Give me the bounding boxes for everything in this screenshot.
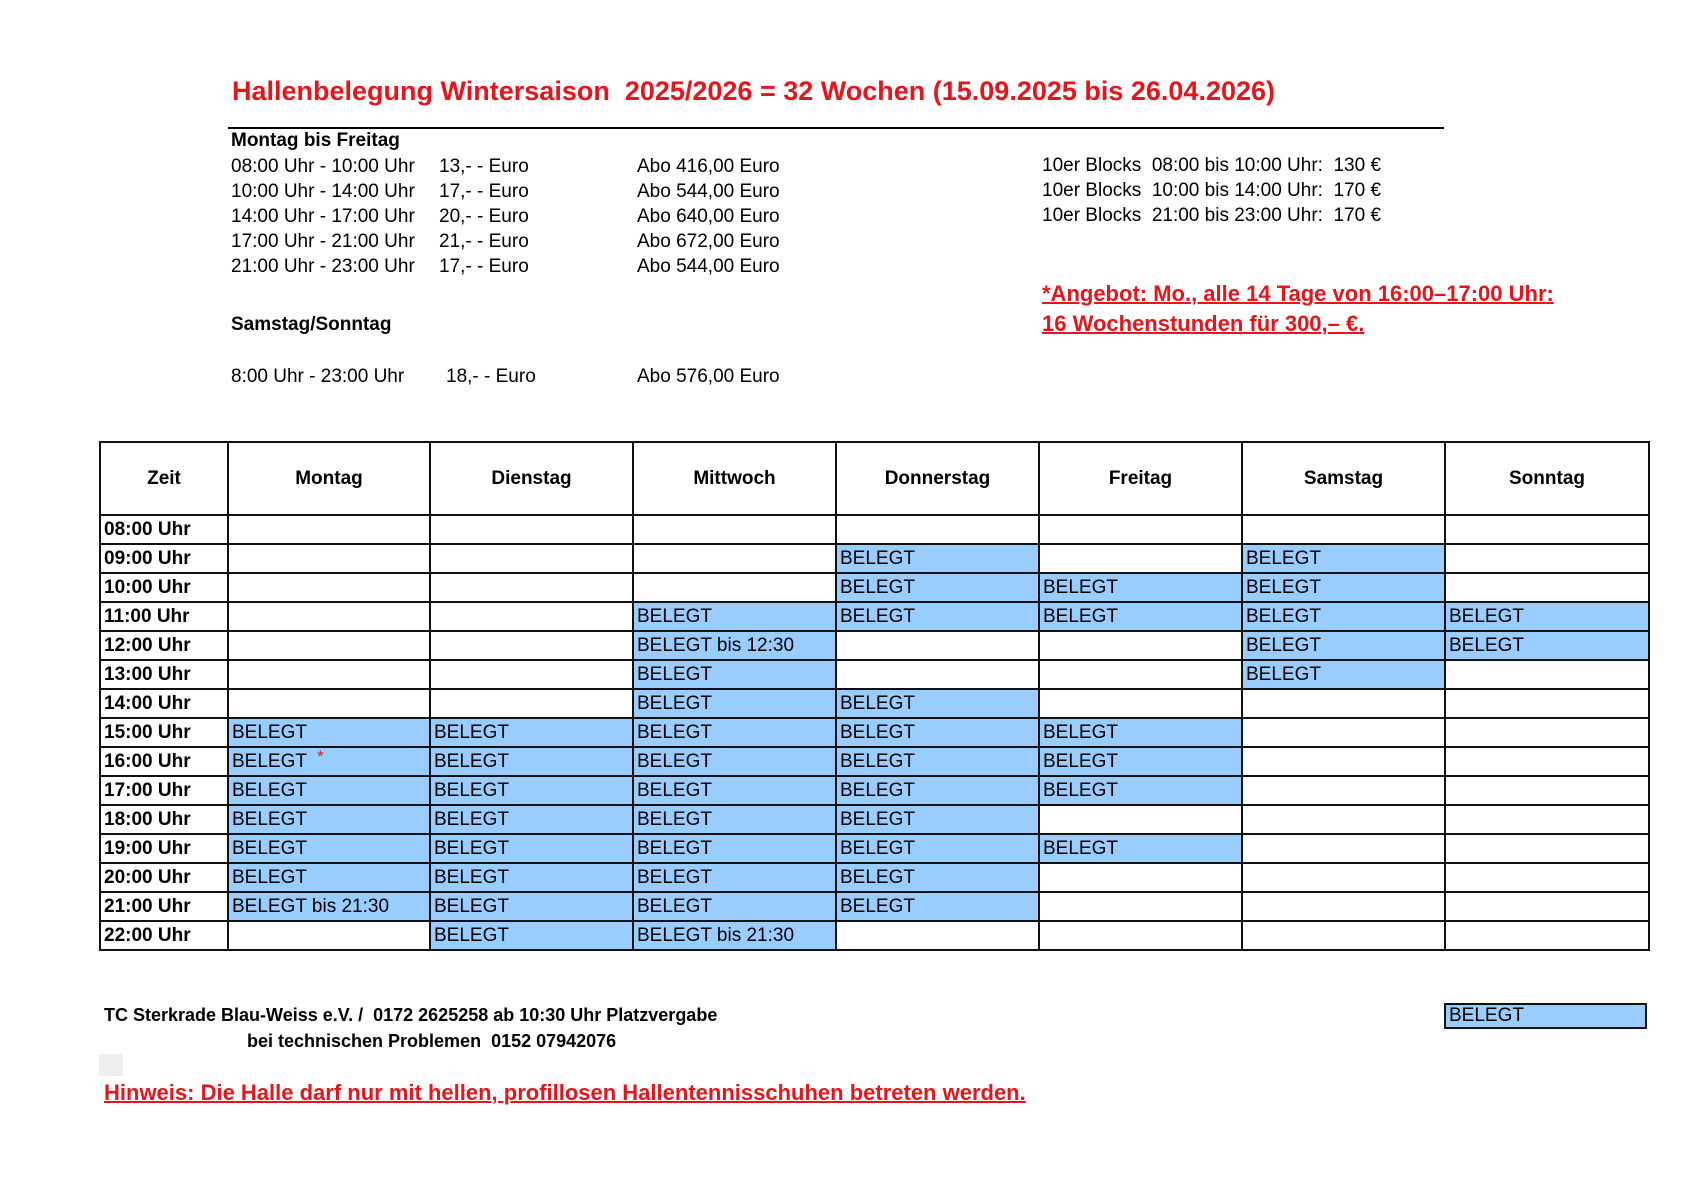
- free-cell: [1039, 515, 1242, 544]
- booking-label: BELEGT bis 21:30: [637, 925, 795, 946]
- table-row: [100, 892, 1649, 921]
- free-cell: [1445, 544, 1649, 573]
- booked-cell: [430, 776, 633, 805]
- booking-label: BELEGT: [840, 751, 915, 772]
- free-cell: [228, 689, 430, 718]
- booked-cell: [1242, 602, 1445, 631]
- free-cell: [1445, 834, 1649, 863]
- booked-cell: [633, 718, 836, 747]
- booked-cell: [430, 834, 633, 863]
- weekday-price: 17,- - Euro: [439, 181, 529, 202]
- table-row: [100, 776, 1649, 805]
- free-cell: [1445, 689, 1649, 718]
- free-cell: [1242, 718, 1445, 747]
- free-cell: [1445, 515, 1649, 544]
- booked-cell: [633, 805, 836, 834]
- weekday-abo: Abo 672,00 Euro: [637, 231, 780, 252]
- booked-cell: [836, 747, 1039, 776]
- free-cell: [1039, 544, 1242, 573]
- booking-label: BELEGT: [1246, 635, 1321, 656]
- table-row: [100, 515, 1649, 544]
- time-cell: 20:00 Uhr: [100, 863, 228, 892]
- booking-label: BELEGT: [1043, 780, 1118, 801]
- booking-label: BELEGT: [840, 838, 915, 859]
- weekday-time: 17:00 Uhr - 21:00 Uhr: [231, 231, 415, 252]
- booked-cell: [633, 892, 836, 921]
- booked-cell: [228, 718, 430, 747]
- table-row: [100, 834, 1649, 863]
- free-cell: [836, 515, 1039, 544]
- table-row: [100, 921, 1649, 950]
- block-price: 10er Blocks 10:00 bis 14:00 Uhr: 170 €: [1042, 180, 1382, 201]
- free-cell: [1445, 660, 1649, 689]
- booked-cell: [1242, 631, 1445, 660]
- booked-cell: [633, 834, 836, 863]
- free-cell: [1242, 834, 1445, 863]
- weekday-price: 13,- - Euro: [439, 156, 529, 177]
- free-cell: [1039, 863, 1242, 892]
- title-divider: [228, 127, 1444, 129]
- booked-cell: [836, 892, 1039, 921]
- free-cell: [228, 631, 430, 660]
- booking-label: BELEGT: [1043, 577, 1118, 598]
- weekday-price: 20,- - Euro: [439, 206, 529, 227]
- booking-label: BELEGT: [637, 664, 712, 685]
- booking-label: BELEGT: [1043, 606, 1118, 627]
- booked-cell: [228, 834, 430, 863]
- contact-info: TC Sterkrade Blau-Weiss e.V. / 0172 2625258 ab 10:30 Uhr Platzvergabe: [104, 1005, 718, 1025]
- column-header: Mittwoch: [633, 442, 836, 515]
- booking-label: BELEGT: [232, 751, 307, 772]
- booking-label: BELEGT: [434, 780, 509, 801]
- free-cell: [633, 544, 836, 573]
- booked-cell: [1242, 544, 1445, 573]
- free-cell: [430, 602, 633, 631]
- column-header: Samstag: [1242, 442, 1445, 515]
- booking-label: BELEGT: [1449, 635, 1524, 656]
- time-cell: 08:00 Uhr: [100, 515, 228, 544]
- free-cell: [228, 660, 430, 689]
- free-cell: [1242, 747, 1445, 776]
- booked-cell: [430, 718, 633, 747]
- booking-label: BELEGT: [232, 809, 307, 830]
- column-header: Dienstag: [430, 442, 633, 515]
- weekday-abo: Abo 544,00 Euro: [637, 181, 780, 202]
- table-row: [100, 573, 1649, 602]
- booking-label: BELEGT: [434, 867, 509, 888]
- table-row: [100, 863, 1649, 892]
- booked-cell: [633, 921, 836, 950]
- booked-cell: [430, 747, 633, 776]
- booked-cell: [633, 776, 836, 805]
- table-row: [100, 805, 1649, 834]
- time-cell: 15:00 Uhr: [100, 718, 228, 747]
- block-price: 10er Blocks 21:00 bis 23:00 Uhr: 170 €: [1042, 205, 1382, 226]
- booked-cell: [836, 776, 1039, 805]
- booked-cell: [1039, 602, 1242, 631]
- booking-label: BELEGT: [1043, 722, 1118, 743]
- time-cell: 13:00 Uhr: [100, 660, 228, 689]
- booked-cell: [228, 776, 430, 805]
- booked-cell: [836, 544, 1039, 573]
- booking-label: BELEGT: [232, 867, 307, 888]
- free-cell: [1242, 863, 1445, 892]
- weekday-abo: Abo 640,00 Euro: [637, 206, 780, 227]
- free-cell: [430, 544, 633, 573]
- free-cell: [633, 515, 836, 544]
- booking-label: BELEGT: [434, 809, 509, 830]
- offer-line: *Angebot: Mo., alle 14 Tage von 16:00–17:00 Uhr:: [1042, 281, 1554, 306]
- table-row: [100, 602, 1649, 631]
- booking-label: BELEGT bis 12:30: [637, 635, 795, 656]
- booking-label: BELEGT: [637, 693, 712, 714]
- booking-label: BELEGT: [840, 896, 915, 917]
- weekday-time: 10:00 Uhr - 14:00 Uhr: [231, 181, 415, 202]
- column-header: Donnerstag: [836, 442, 1039, 515]
- column-header: Zeit: [100, 442, 228, 515]
- free-cell: [1445, 892, 1649, 921]
- booking-label: BELEGT: [434, 751, 509, 772]
- time-cell: 17:00 Uhr: [100, 776, 228, 805]
- booking-label: BELEGT: [840, 606, 915, 627]
- weekday-time: 21:00 Uhr - 23:00 Uhr: [231, 256, 415, 277]
- booking-label: BELEGT: [232, 838, 307, 859]
- column-header: Montag: [228, 442, 430, 515]
- booked-cell: [1445, 602, 1649, 631]
- time-cell: 14:00 Uhr: [100, 689, 228, 718]
- free-cell: [430, 515, 633, 544]
- column-header: Freitag: [1039, 442, 1242, 515]
- free-cell: [1039, 660, 1242, 689]
- page-title: Hallenbelegung Wintersaison 2025/2026 = 32 Wochen (15.09.2025 bis 26.04.2026): [232, 76, 1276, 106]
- tech-support-info: bei technischen Problemen 0152 07942076: [247, 1031, 617, 1051]
- booked-cell: [430, 892, 633, 921]
- column-header: Sonntag: [1445, 442, 1649, 515]
- free-cell: [1039, 921, 1242, 950]
- booked-cell: [1242, 573, 1445, 602]
- booked-cell: [228, 892, 430, 921]
- time-cell: 16:00 Uhr: [100, 747, 228, 776]
- booked-cell: [228, 747, 430, 776]
- time-cell: 18:00 Uhr: [100, 805, 228, 834]
- booking-label: BELEGT: [434, 896, 509, 917]
- booked-cell: [1039, 834, 1242, 863]
- booked-cell: [633, 631, 836, 660]
- booking-label: BELEGT: [1246, 577, 1321, 598]
- free-cell: [1242, 805, 1445, 834]
- booking-label: BELEGT: [1043, 751, 1118, 772]
- booked-cell: [228, 863, 430, 892]
- offer-asterisk: *: [316, 747, 324, 766]
- booked-cell: [430, 921, 633, 950]
- time-cell: 19:00 Uhr: [100, 834, 228, 863]
- booked-cell: [228, 805, 430, 834]
- time-cell: 12:00 Uhr: [100, 631, 228, 660]
- booking-label: BELEGT: [1246, 606, 1321, 627]
- weekday-time: 14:00 Uhr - 17:00 Uhr: [231, 206, 415, 227]
- free-cell: [228, 544, 430, 573]
- booked-cell: [430, 805, 633, 834]
- free-cell: [1039, 805, 1242, 834]
- booking-label: BELEGT: [637, 606, 712, 627]
- booked-cell: [430, 863, 633, 892]
- booking-label: BELEGT: [232, 780, 307, 801]
- booking-label: BELEGT: [1246, 664, 1321, 685]
- table-row: [100, 718, 1649, 747]
- free-cell: [1445, 747, 1649, 776]
- weekday-heading: Montag bis Freitag: [231, 130, 400, 151]
- free-cell: [1039, 689, 1242, 718]
- free-cell: [1445, 805, 1649, 834]
- time-cell: 10:00 Uhr: [100, 573, 228, 602]
- booking-label: BELEGT: [1043, 838, 1118, 859]
- booking-label: BELEGT: [637, 838, 712, 859]
- weekend-time: 8:00 Uhr - 23:00 Uhr: [231, 366, 405, 387]
- booking-label: BELEGT: [840, 867, 915, 888]
- free-cell: [836, 660, 1039, 689]
- booked-cell: [633, 689, 836, 718]
- weekend-abo: Abo 576,00 Euro: [637, 366, 780, 387]
- free-cell: [1445, 776, 1649, 805]
- booking-label: BELEGT bis 21:30: [232, 896, 390, 917]
- booking-label: BELEGT: [434, 722, 509, 743]
- booked-cell: [1039, 718, 1242, 747]
- booked-cell: [836, 834, 1039, 863]
- free-cell: [430, 631, 633, 660]
- grey-cell: [99, 1054, 123, 1076]
- booked-cell: [836, 805, 1039, 834]
- booked-cell: [836, 602, 1039, 631]
- booking-label: BELEGT: [840, 722, 915, 743]
- booked-cell: [1039, 573, 1242, 602]
- free-cell: [836, 631, 1039, 660]
- booking-label: BELEGT: [637, 809, 712, 830]
- free-cell: [430, 573, 633, 602]
- free-cell: [1445, 573, 1649, 602]
- weekday-abo: Abo 416,00 Euro: [637, 156, 780, 177]
- free-cell: [1039, 892, 1242, 921]
- booking-label: BELEGT: [1246, 548, 1321, 569]
- weekend-heading: Samstag/Sonntag: [231, 314, 392, 335]
- booking-label: BELEGT: [1449, 606, 1524, 627]
- booking-label: BELEGT: [637, 867, 712, 888]
- time-cell: 09:00 Uhr: [100, 544, 228, 573]
- booking-label: BELEGT: [840, 809, 915, 830]
- booked-cell: [633, 747, 836, 776]
- weekend-price: 18,- - Euro: [446, 366, 536, 387]
- booking-label: BELEGT: [434, 925, 509, 946]
- booked-cell: [836, 718, 1039, 747]
- free-cell: [1445, 863, 1649, 892]
- booked-cell: [1039, 747, 1242, 776]
- free-cell: [1039, 631, 1242, 660]
- booking-label: BELEGT: [637, 751, 712, 772]
- table-row: [100, 631, 1649, 660]
- legend-belegt: BELEGT: [1444, 1003, 1647, 1029]
- booking-label: BELEGT: [840, 780, 915, 801]
- time-cell: 21:00 Uhr: [100, 892, 228, 921]
- free-cell: [430, 689, 633, 718]
- booked-cell: [836, 573, 1039, 602]
- booked-cell: [633, 602, 836, 631]
- booking-label: BELEGT: [232, 722, 307, 743]
- booked-cell: [836, 863, 1039, 892]
- free-cell: [633, 573, 836, 602]
- weekday-abo: Abo 544,00 Euro: [637, 256, 780, 277]
- free-cell: [228, 573, 430, 602]
- time-cell: 11:00 Uhr: [100, 602, 228, 631]
- table-row: [100, 544, 1649, 573]
- booking-label: BELEGT: [840, 577, 915, 598]
- block-price: 10er Blocks 08:00 bis 10:00 Uhr: 130 €: [1042, 155, 1382, 176]
- notice: Hinweis: Die Halle darf nur mit hellen, profillosen Hallentennisschuhen betreten werden.: [104, 1080, 1026, 1105]
- booking-label: BELEGT: [637, 722, 712, 743]
- weekday-price: 17,- - Euro: [439, 256, 529, 277]
- booking-label: BELEGT: [637, 780, 712, 801]
- free-cell: [1242, 892, 1445, 921]
- free-cell: [1242, 776, 1445, 805]
- time-cell: 22:00 Uhr: [100, 921, 228, 950]
- free-cell: [228, 921, 430, 950]
- booked-cell: [633, 660, 836, 689]
- table-row: [100, 660, 1649, 689]
- free-cell: [228, 515, 430, 544]
- booking-label: BELEGT: [840, 693, 915, 714]
- free-cell: [1242, 921, 1445, 950]
- schedule-table: [99, 441, 1650, 951]
- table-row: [100, 747, 1649, 776]
- free-cell: [1445, 718, 1649, 747]
- booking-label: BELEGT: [840, 548, 915, 569]
- free-cell: [1242, 515, 1445, 544]
- booked-cell: [836, 689, 1039, 718]
- free-cell: [1445, 921, 1649, 950]
- booking-label: BELEGT: [637, 896, 712, 917]
- weekday-time: 08:00 Uhr - 10:00 Uhr: [231, 156, 415, 177]
- weekday-price: 21,- - Euro: [439, 231, 529, 252]
- booked-cell: [1242, 660, 1445, 689]
- free-cell: [836, 921, 1039, 950]
- free-cell: [1242, 689, 1445, 718]
- booked-cell: [1445, 631, 1649, 660]
- free-cell: [228, 602, 430, 631]
- free-cell: [430, 660, 633, 689]
- booked-cell: [633, 863, 836, 892]
- booked-cell: [1039, 776, 1242, 805]
- table-row: [100, 689, 1649, 718]
- offer-line: 16 Wochenstunden für 300,– €.: [1042, 311, 1365, 336]
- booking-label: BELEGT: [434, 838, 509, 859]
